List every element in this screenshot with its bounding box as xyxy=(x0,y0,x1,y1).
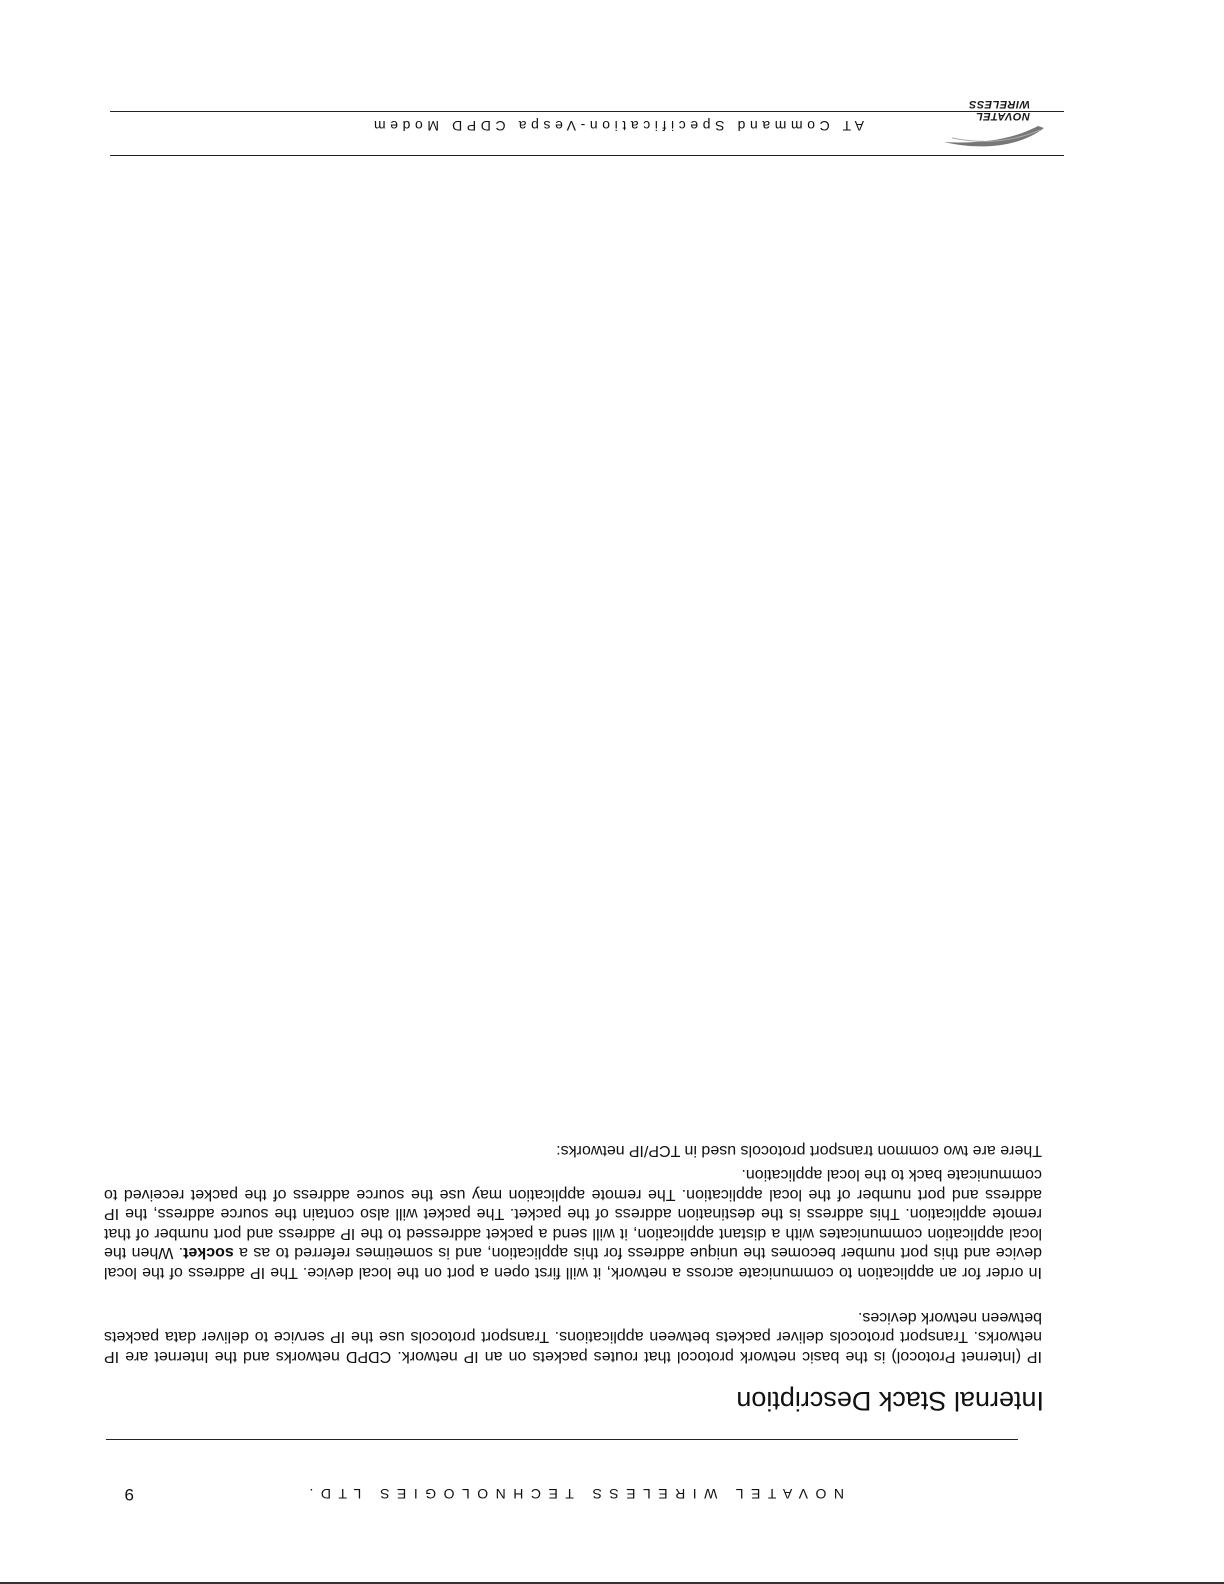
header-rule-bottom xyxy=(110,111,1064,112)
logo-wordmark: NOVATEL WIRELESS xyxy=(968,98,1030,122)
novatel-logo xyxy=(938,100,1048,152)
paragraph-ip-intro: IP (Internet Protocol) is the basic network protocol that routes packets on an IP network. CDPD networks and the Internet are IP networks. Transport protocols deliver packets between applications. Transport protocols use the IP service to deliver data packets between network devices. xyxy=(104,1309,1042,1365)
paragraph-socket-part1: In order for an application to communicate across a network, it will first open a port on the local device. The IP address of the local device and this port number becomes the unique address for this application, and is sometimes referred to as a xyxy=(104,1244,1042,1281)
footer-company-name: NOVATEL WIRELESS TECHNOLOGIES LTD. xyxy=(301,1486,844,1502)
section-title: Internal Stack Description xyxy=(736,1386,1044,1416)
paragraph-socket-part2: . When the local application communicates with a distant application, it will send a packet addressed to the IP address and port number of that remote application. This address is the destination address of the packet. The packet will also contain the source address, the IP address and port number of the local application. The remote application may use the source address of the packet received to communicate back to the local application. xyxy=(104,1166,1042,1262)
page-number: 9 xyxy=(124,1485,134,1504)
footer-divider xyxy=(106,1439,1018,1440)
paragraph-transport-protocols: There are two common transport protocols used in TCP/IP networks: xyxy=(556,1142,1042,1159)
header-rule-top xyxy=(110,155,1064,156)
paragraph-socket xyxy=(104,1165,1042,1282)
header-document-title: AT Command Specification-Vespa CDPD Modem xyxy=(369,118,864,134)
logo-swoosh-icon xyxy=(938,122,1048,152)
socket-term: socket xyxy=(183,1244,234,1262)
